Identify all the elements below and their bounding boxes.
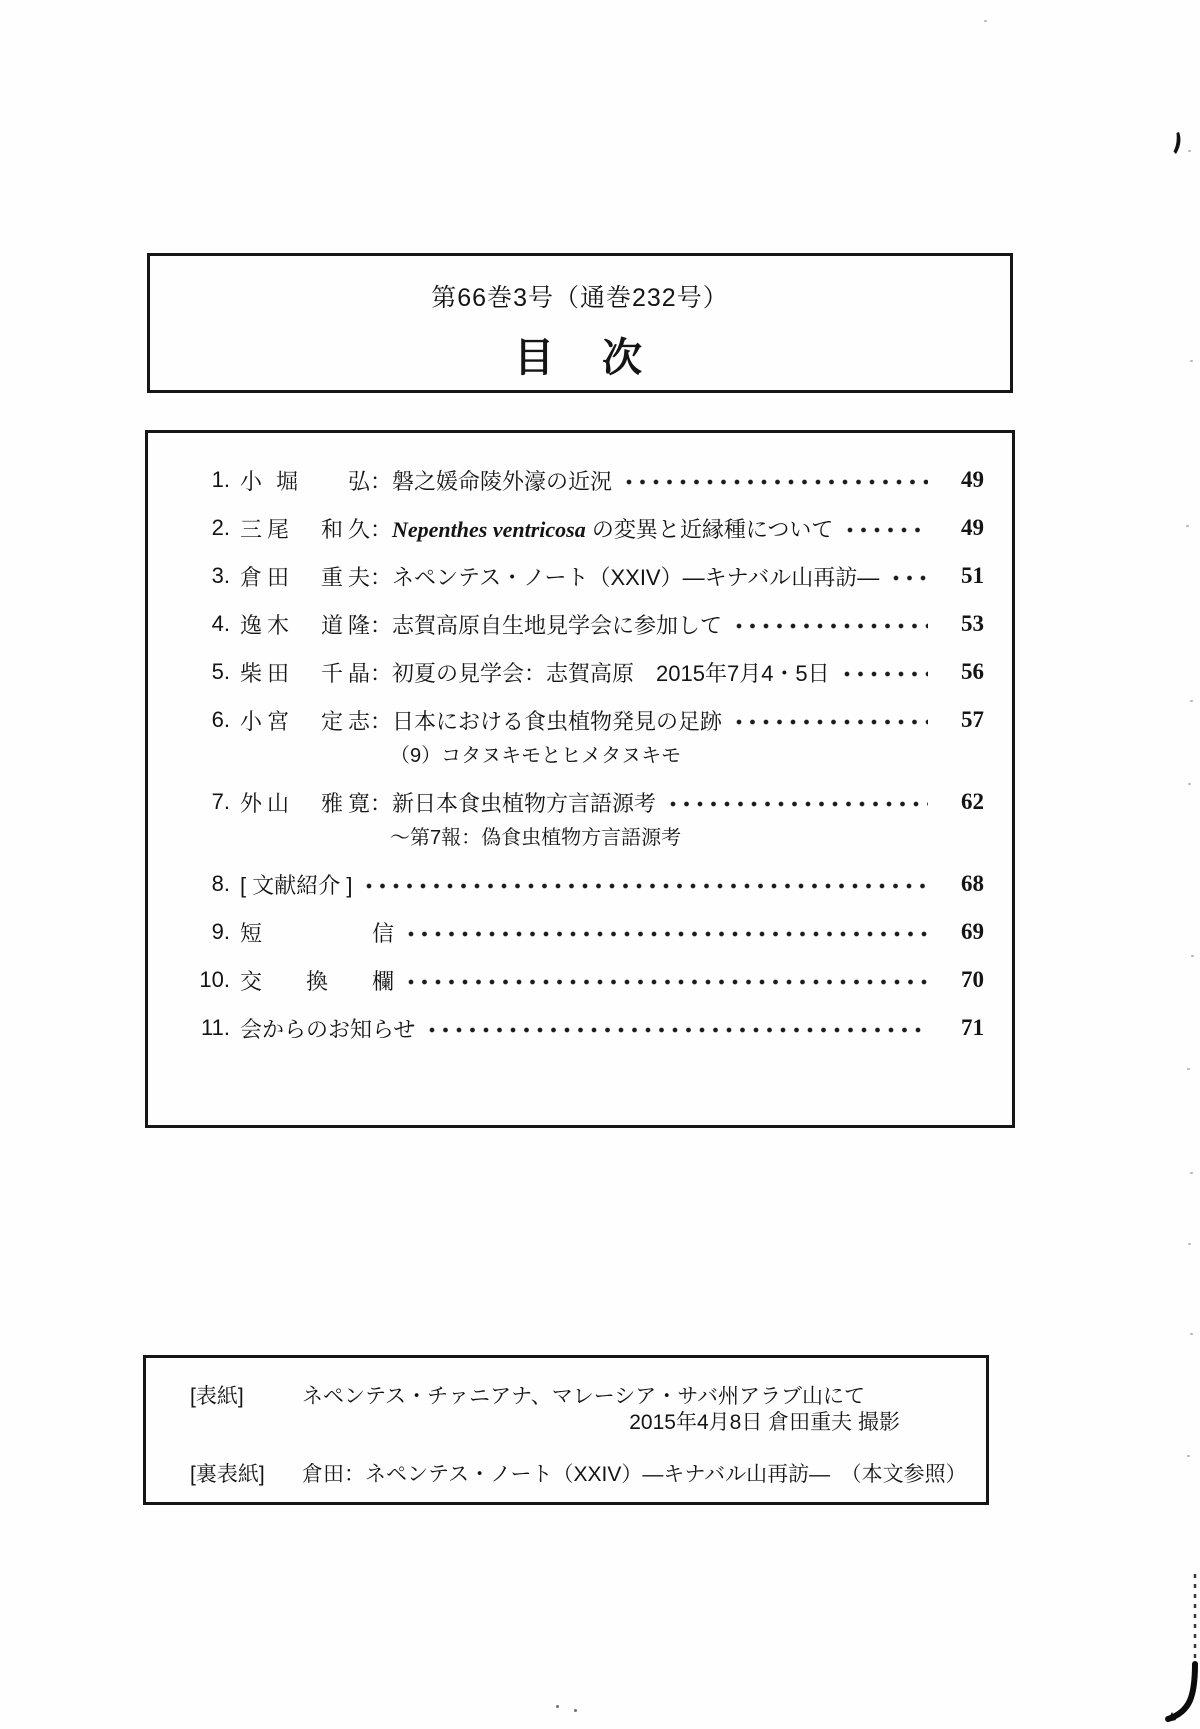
toc-item-title: 短 信 [240, 920, 395, 946]
toc-item-number: 9. [211, 919, 230, 944]
scan-speck [1190, 1172, 1193, 1174]
toc-item-author: 倉田 重夫 [240, 564, 370, 590]
dot-leader [893, 570, 928, 586]
toc-item-title: [ 文献紹介 ] [240, 872, 353, 898]
toc-item-label [240, 869, 352, 900]
toc-item-label [240, 917, 394, 948]
back-cover-tag: [裏表紙] [190, 1463, 265, 1486]
dot-leader [844, 666, 928, 682]
toc-item-label [240, 609, 722, 640]
toc-item-row [192, 965, 984, 995]
toc-item-title-latin: Nepenthes ventricosa [392, 516, 586, 542]
dot-leader [670, 796, 928, 812]
toc-item-row [192, 705, 984, 735]
back-cover-row [190, 1462, 966, 1488]
toc-item-title: 交 換 欄 [240, 968, 395, 994]
toc-item-label [240, 657, 830, 688]
scan-speck [1190, 1333, 1193, 1335]
front-cover-tag: [表紙] [190, 1385, 244, 1408]
toc-item-title: 新日本食虫植物方言語源考 [392, 790, 657, 816]
toc-box [145, 430, 1015, 1128]
scan-pen-mark [1172, 131, 1184, 160]
toc-item-colon: ： [370, 612, 393, 638]
toc-item-row [192, 561, 984, 591]
toc-item-author: 小堀 弘 [240, 468, 370, 494]
toc-item-title: 志賀高原自生地見学会に参加して [392, 612, 723, 638]
toc-item-number: 10. [199, 967, 230, 992]
toc-item-page: 69 [961, 919, 984, 944]
toc-item-colon: ： [370, 468, 393, 494]
toc-item-number: 1. [211, 467, 230, 492]
toc-item-row [192, 465, 984, 495]
scan-speck [1188, 783, 1191, 785]
front-cover-title: ネペンテス・チァニアナ、マレーシア・サバ州アラブ山にて [302, 1385, 866, 1408]
scan-speck [1190, 700, 1193, 702]
toc-item-label [240, 513, 833, 544]
scan-speck [1186, 525, 1189, 527]
toc-item-number: 8. [211, 871, 230, 896]
dot-leader [429, 1022, 928, 1038]
toc-item-subtitle: ～第7報：偽食虫植物方言語源考 [390, 827, 682, 849]
back-cover-title: 倉田：ネペンテス・ノート（XXIV）―キナバル山再訪― （本文参照） [302, 1463, 967, 1486]
toc-item-colon: ： [370, 708, 393, 734]
toc-item-title: ネペンテス・ノート（XXIV）―キナバル山再訪― [392, 564, 880, 590]
toc-item-page: 49 [961, 467, 984, 492]
toc-item-row [192, 513, 984, 543]
scan-corner-mark [1162, 1574, 1200, 1729]
toc-item-row [192, 917, 984, 947]
toc-item-page: 57 [961, 707, 984, 732]
toc-item-label [240, 1013, 415, 1044]
toc-item-number: 6. [211, 707, 230, 732]
toc-item-title: 磐之媛命陵外濠の近況 [392, 468, 613, 494]
toc-item-title: の変異と近縁種について [585, 516, 834, 542]
toc-list [192, 465, 984, 1043]
toc-item-title: 日本における食虫植物発見の足跡 [392, 708, 723, 734]
toc-item-page: 49 [961, 515, 984, 540]
toc-item-colon: ： [370, 790, 393, 816]
toc-item-number: 11. [201, 1015, 230, 1040]
toc-item-number: 5. [211, 659, 230, 684]
dot-leader [626, 474, 928, 490]
toc-item-label [240, 561, 879, 592]
dot-leader [847, 522, 928, 538]
toc-item-label [240, 965, 394, 996]
toc-item-label [240, 787, 656, 818]
toc-item-page: 56 [961, 659, 984, 684]
toc-item-page: 71 [961, 1015, 984, 1040]
toc-item-author: 柴田 千晶 [240, 660, 370, 686]
toc-item-number: 7. [211, 789, 230, 814]
toc-item-colon: ： [370, 516, 393, 542]
dot-leader [736, 618, 928, 634]
scan-dot [574, 1709, 577, 1712]
scan-dot [556, 1705, 559, 1708]
scan-speck [1187, 1068, 1190, 1070]
dot-leader [408, 974, 928, 990]
toc-item-author: 三尾 和久 [240, 516, 370, 542]
scan-speck [1187, 1455, 1190, 1457]
dot-leader [408, 926, 928, 942]
toc-item-page: 70 [961, 967, 984, 992]
toc-item-page: 62 [961, 789, 984, 814]
toc-item-label [240, 705, 722, 736]
toc-item-author: 外山 雅寛 [240, 790, 370, 816]
scan-speck [984, 20, 987, 22]
cover-note-box [143, 1355, 989, 1505]
toc-item-number: 4. [211, 611, 230, 636]
dot-leader [736, 714, 928, 730]
toc-item-number: 3. [211, 563, 230, 588]
toc-item-label [240, 465, 612, 496]
toc-item-row [192, 787, 984, 817]
toc-item-page: 68 [961, 871, 984, 896]
volume-issue-line: 第66巻3号（通巻232号） [431, 284, 729, 312]
toc-item-page: 51 [961, 563, 984, 588]
toc-item-page: 53 [961, 611, 984, 636]
front-cover-row [190, 1384, 966, 1410]
toc-item-title: 初夏の見学会：志賀高原 2015年7月4・5日 [392, 660, 830, 686]
toc-item-author: 逸木 道隆 [240, 612, 370, 638]
toc-item-row [192, 869, 984, 899]
toc-item-colon: ： [370, 564, 393, 590]
toc-item-row [192, 609, 984, 639]
scan-speck [1190, 360, 1193, 362]
toc-item-row [192, 1013, 984, 1043]
scan-speck [1188, 1243, 1191, 1245]
toc-item-subtitle: （9）コタヌキモとヒメタヌキモ [390, 745, 682, 767]
toc-item-number: 2. [211, 515, 230, 540]
header-box [147, 253, 1013, 393]
toc-title: 目 次 [514, 336, 646, 380]
scan-speck [1188, 150, 1191, 152]
toc-item-row [192, 657, 984, 687]
front-cover-credit: 2015年4月8日 倉田重夫 撮影 [629, 1411, 900, 1434]
toc-item-colon: ： [370, 660, 393, 686]
toc-item-title: 会からのお知らせ [240, 1016, 416, 1042]
scan-speck [1191, 955, 1194, 957]
dot-leader [366, 878, 928, 894]
toc-item-author: 小宮 定志 [240, 708, 370, 734]
